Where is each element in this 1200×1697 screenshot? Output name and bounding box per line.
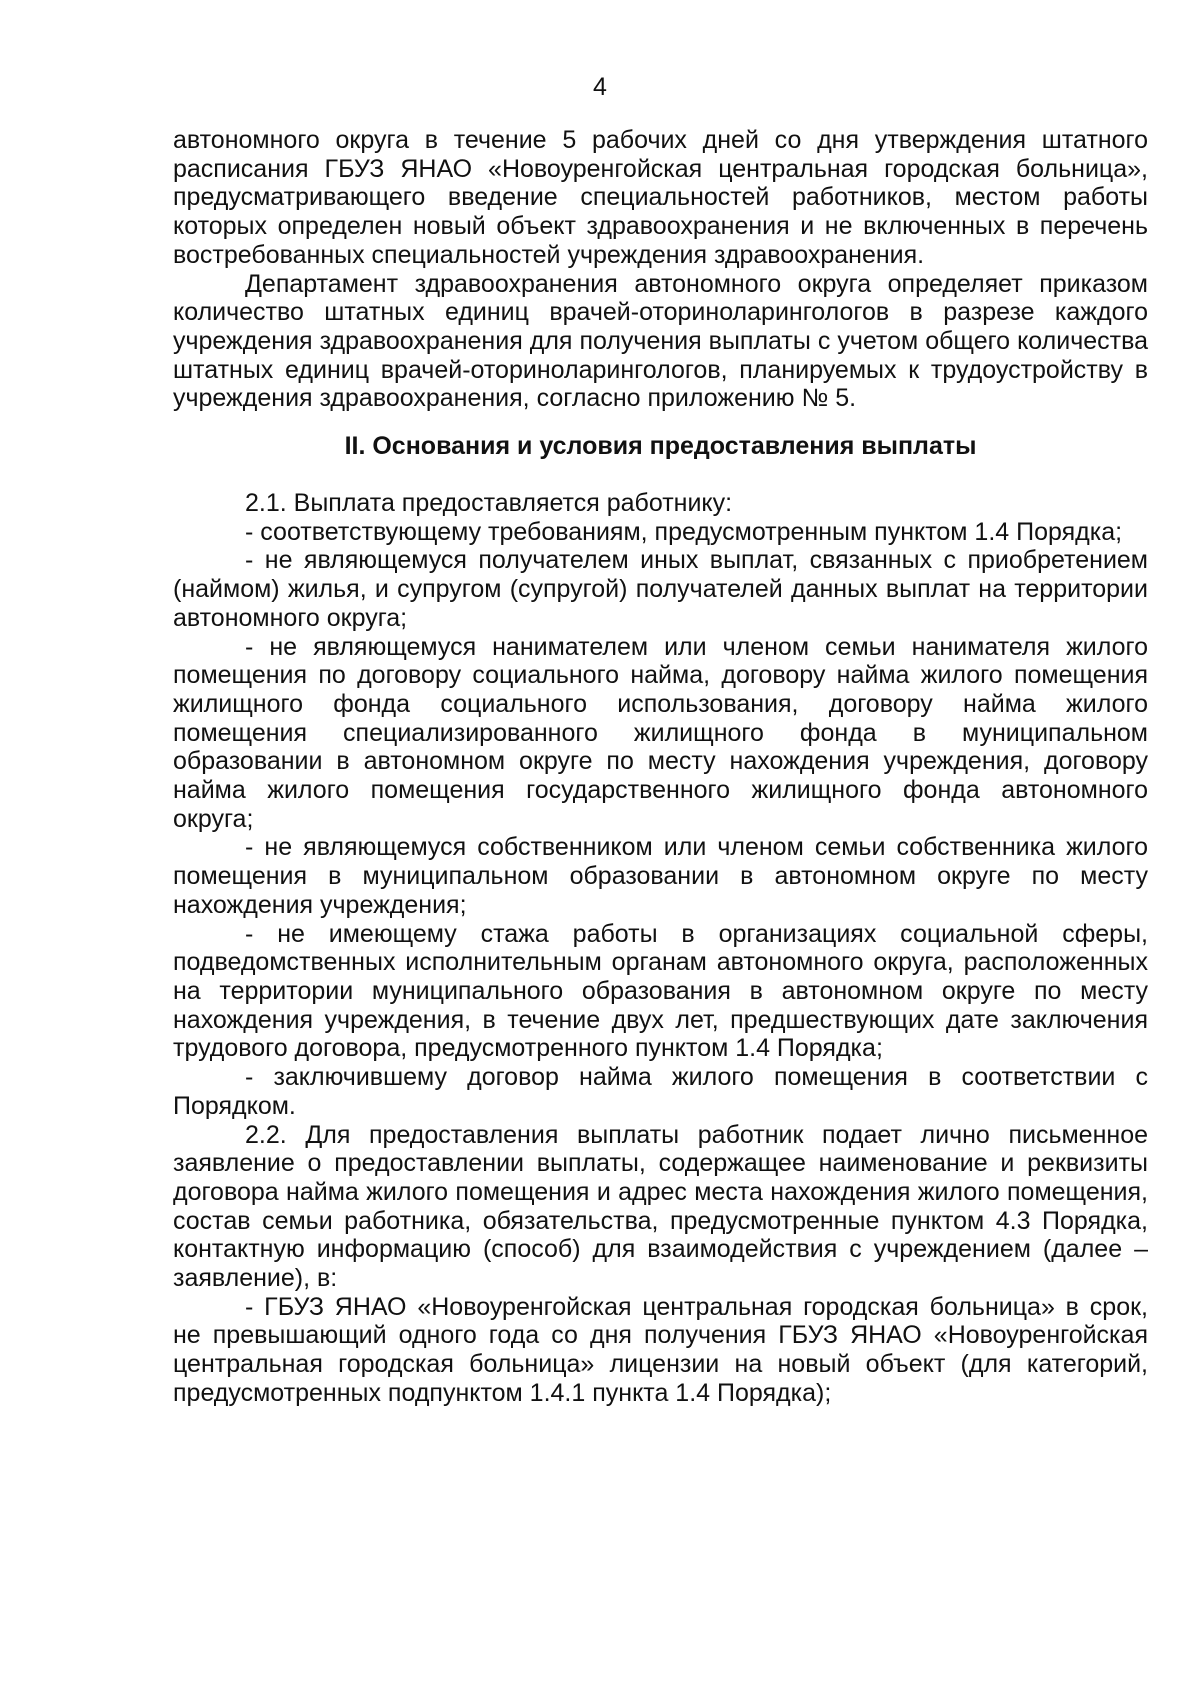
clause-2-1-item-1: - соответствующему требованиям, предусмотренным пунктом 1.4 Порядка; [245,517,1123,546]
page-number: 4 [593,73,607,101]
clause-2-1-item-2: - не являющемуся получателем иных выплат, связанных с приобретением (наймом) жилья, и супругом (супругой) получателей данных выплат на территории автономного округа; [173,546,1148,632]
clause-2-1-item-3: - не являющемуся нанимателем или членом семьи нанимателя жилого помещения по договору социального найма, договору найма жилого помещения жилищного фонда социального использования, договору найма жилого помещения специализированного жилищного фонда в муниципальном образовании в автономном округе по месту нахождения учреждения, договору найма жилого помещения государственного жилищного фонда автономного округа; [173,632,1148,833]
clause-2-2: 2.2. Для предоставления выплаты работник подает лично письменное заявление о предоставлении выплаты, содержащее наименование и реквизиты договора найма жилого помещения и адрес места нахождения жилого помещения, состав семьи работника, обязательства, предусмотренные пунктом 4.3 Порядка, контактную информацию (способ) для взаимодействия с учреждением (далее – заявление), в: [173,1120,1148,1293]
paragraph-continuation: автономного округа в течение 5 рабочих дней со дня утверждения штатного расписания ГБУЗ ЯНАО «Новоуренгойская центральная городская больница», предусматривающего введение специальностей работников, местом работы которых определен новый объект здравоохранения и не включенных в перечень востребованных специальностей учреждения здравоохранения. [173,126,1148,269]
clause-2-1-item-5: - не имеющему стажа работы в организациях социальной сферы, подведомственных исполнительным органам автономного округа, расположенных на территории муниципального образования в автономном округе по месту нахождения учреждения, в течение двух лет, предшествующих дате заключения трудового договора, предусмотренного пунктом 1.4 Порядка; [173,919,1148,1063]
clause-2-1-item-6: - заключившему договор найма жилого помещения в соответствии с Порядком. [173,1063,1148,1120]
clause-2-1: 2.1. Выплата предоставляется работнику: [245,489,733,518]
section-heading: II. Основания и условия предоставления выплаты [344,432,977,461]
paragraph-department-order: Департамент здравоохранения автономного округа определяет приказом количество штатных единиц врачей-оториноларингологов в разрезе каждого учреждения здравоохранения для получения выплаты с учетом общего количества штатных единиц врачей-оториноларингологов, планируемых к трудоустройству в учреждения здравоохранения, согласно приложению № 5. [173,269,1148,413]
clause-2-2-item-1: - ГБУЗ ЯНАО «Новоуренгойская центральная городская больница» в срок, не превышающий одного года со дня получения ГБУЗ ЯНАО «Новоуренгойская центральная городская больница» лицензии на новый объект (для категорий, предусмотренных подпунктом 1.4.1 пункта 1.4 Порядка); [173,1292,1148,1407]
document-body [173,126,1148,1408]
clause-2-1-item-4: - не являющемуся собственником или членом семьи собственника жилого помещения в муниципальном образовании в автономном округе по месту нахождения учреждения; [173,833,1148,919]
